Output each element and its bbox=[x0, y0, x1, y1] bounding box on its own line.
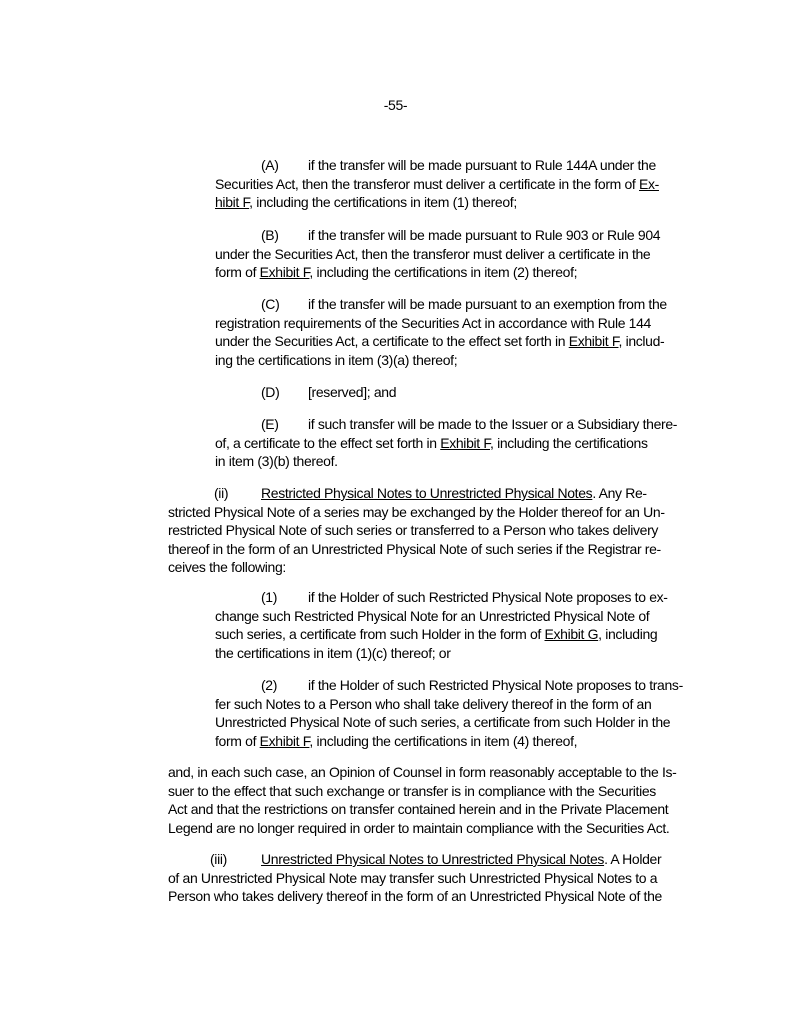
clause-label: (1) bbox=[261, 589, 278, 605]
paragraph-text: suer to the effect that such exchange or transfer is in compliance with the Securities bbox=[168, 782, 656, 799]
clause-E bbox=[215, 415, 715, 471]
section-ii bbox=[168, 484, 715, 577]
exhibit-link: Exhibit F bbox=[259, 732, 310, 749]
clause-text: , includ- bbox=[618, 333, 665, 349]
clause-text: under the Securities Act, then the transferor must deliver a certificate in the bbox=[215, 245, 651, 262]
clause-text: Securities Act, then the transferor must deliver a certificate in the form of bbox=[215, 175, 640, 192]
section-iii bbox=[168, 850, 715, 906]
section-label: (iii) bbox=[210, 851, 227, 867]
clause-text: the certifications in item (1)(c) thereof; or bbox=[215, 644, 451, 661]
section-text: . A Holder bbox=[604, 851, 662, 867]
clause-B bbox=[215, 226, 715, 282]
clause-text: of, a certificate to the effect set forth in bbox=[215, 434, 441, 451]
section-text: stricted Physical Note of a series may be exchanged by the Holder thereof for an Un- bbox=[168, 503, 665, 520]
paragraph-text: Legend are no longer required in order to maintain compliance with the Securities Act. bbox=[168, 819, 670, 836]
section-text: ceives the following: bbox=[168, 559, 286, 575]
closing-paragraph bbox=[168, 763, 715, 837]
clause-text: ing the certifications in item (3)(a) thereof; bbox=[215, 351, 458, 368]
clause-text: if the Holder of such Restricted Physical Note proposes to ex- bbox=[308, 589, 668, 605]
section-text: restricted Physical Note of such series or transferred to a Person who takes delivery bbox=[168, 522, 659, 538]
clause-text: if the transfer will be made pursuant to an exemption from the bbox=[308, 296, 667, 312]
paragraph-text: and, in each such case, an Opinion of Counsel in form reasonably acceptable to the Is- bbox=[168, 764, 677, 780]
clause-text: if the transfer will be made pursuant to Rule 144A under the bbox=[308, 157, 656, 173]
exhibit-link: Ex- bbox=[639, 175, 659, 192]
clause-C bbox=[215, 295, 715, 369]
clause-text: if the Holder of such Restricted Physical Note proposes to trans- bbox=[308, 677, 683, 693]
exhibit-link: Exhibit F bbox=[568, 333, 619, 349]
exhibit-link: Exhibit F bbox=[440, 434, 490, 451]
clause-D bbox=[215, 383, 715, 402]
clause-text: form of bbox=[215, 732, 260, 749]
clause-label: (D) bbox=[261, 384, 280, 400]
section-text: thereof in the form of an Unrestricted Physical Note of such series if the Registrar re- bbox=[168, 540, 661, 557]
clause-text: if the transfer will be made pursuant to Rule 903 or Rule 904 bbox=[308, 227, 661, 243]
exhibit-link: Exhibit G bbox=[544, 626, 599, 642]
clause-A bbox=[215, 156, 715, 212]
clause-label: (2) bbox=[261, 677, 278, 693]
clause-text: , including the certifications in item (4) thereof, bbox=[309, 732, 578, 749]
clause-label: (B) bbox=[261, 227, 279, 243]
clause-text: Unrestricted Physical Note of such series, a certificate from such Holder in the bbox=[215, 714, 671, 730]
clause-text: fer such Notes to a Person who shall take delivery thereof in the form of an bbox=[215, 695, 652, 712]
clause-text: form of bbox=[215, 264, 260, 280]
section-text: Person who takes delivery thereof in the form of an Unrestricted Physical Note of the bbox=[168, 888, 662, 904]
exhibit-link: Exhibit F bbox=[259, 264, 310, 280]
section-heading: Restricted Physical Notes to Unrestricted Physical Notes bbox=[261, 485, 593, 501]
paragraph-text: Act and that the restrictions on transfer contained herein and in the Private Placement bbox=[168, 801, 669, 817]
clause-text: in item (3)(b) thereof. bbox=[215, 453, 338, 469]
clause-2 bbox=[215, 676, 715, 750]
exhibit-link: hibit F bbox=[215, 194, 250, 210]
clause-text: , including the certifications in item (2) thereof; bbox=[309, 264, 578, 280]
clause-text: registration requirements of the Securities Act in accordance with Rule 144 bbox=[215, 314, 651, 331]
section-text: . Any Re- bbox=[592, 485, 647, 501]
clause-text: under the Securities Act, a certificate to the effect set forth in bbox=[215, 333, 569, 349]
clause-label: (E) bbox=[261, 416, 279, 432]
clause-label: (C) bbox=[261, 296, 280, 312]
clause-text: , including bbox=[598, 626, 658, 642]
clause-text: such series, a certificate from such Holder in the form of bbox=[215, 626, 545, 642]
clause-text: change such Restricted Physical Note for an Unrestricted Physical Note of bbox=[215, 607, 650, 624]
section-heading: Unrestricted Physical Notes to Unrestricted Physical Notes bbox=[261, 851, 605, 867]
clause-text: , including the certifications bbox=[490, 434, 648, 451]
clause-text: , including the certifications in item (1) thereof; bbox=[249, 194, 517, 210]
clause-text: [reserved]; and bbox=[308, 384, 397, 400]
page-number: -55- bbox=[383, 97, 408, 113]
clause-text: if such transfer will be made to the Issuer or a Subsidiary there- bbox=[308, 416, 678, 432]
clause-label: (A) bbox=[261, 157, 279, 173]
section-text: of an Unrestricted Physical Note may transfer such Unrestricted Physical Notes to a bbox=[168, 869, 658, 886]
clause-1 bbox=[215, 588, 715, 662]
section-label: (ii) bbox=[214, 485, 229, 501]
